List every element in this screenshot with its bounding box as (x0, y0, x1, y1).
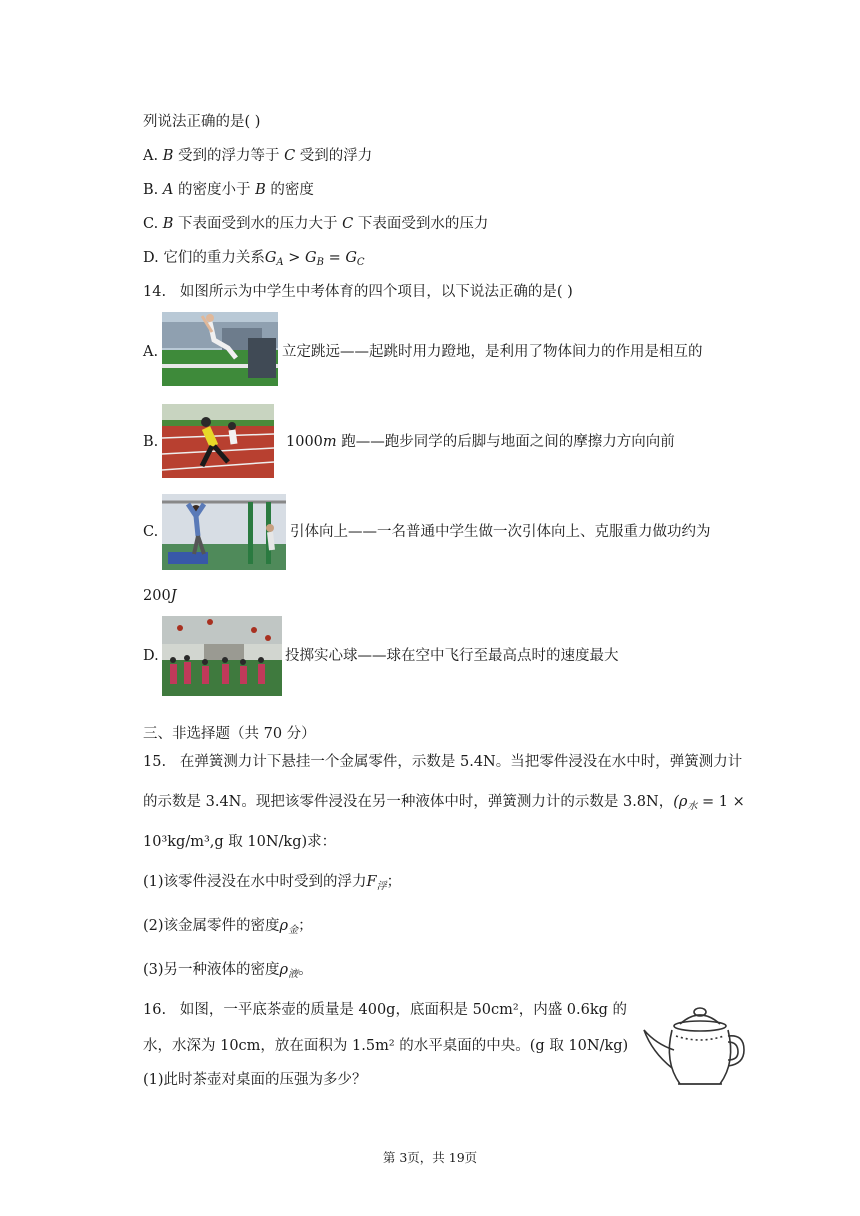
q15-sub-question-2: (2)该金属零件的密度$\rho_金$； (143, 918, 313, 936)
page-footer: 第 3页，共 19页 (382, 1150, 478, 1165)
q14-option-c-text: 引体向上——一名普通中学生做一次引体向上、克服重力做功约为 (290, 524, 711, 540)
section-3-title: 三、非选择题（共 70 分） (143, 726, 316, 742)
q15-sub-question-1: (1)该零件浸没在水中时受到的浮力$F_浮$； (143, 874, 402, 892)
q14-option-c-text-cont: 200J (143, 588, 177, 604)
weight-relation-formula: $G_A > G_B = G_C$ (264, 250, 365, 268)
pull-up-photo (162, 494, 286, 570)
q13-option-c: C. B 下表面受到水的压力大于 C 下表面受到水的压力 (143, 216, 489, 232)
standing-long-jump-photo (162, 312, 278, 386)
q14-option-c-letter: C. (143, 524, 159, 540)
q14-option-d-text: 投掷实心球——球在空中飞行至最高点时的速度最大 (285, 648, 619, 664)
q13-option-d: D. 它们的重力关系$G_A > G_B = G_C$ (143, 250, 365, 268)
q16-sub-question-1: (1)此时茶壶对桌面的压强为多少？ (143, 1072, 367, 1088)
q15-line-2: 的示数是 3.4N。现把该零件浸没在另一种液体中时，弹簧测力计的示数是 3.8N，($\rho_水 = 1$ × (143, 794, 745, 812)
q14-option-b-letter: B. (143, 434, 159, 450)
shot-throw-photo (162, 616, 282, 696)
q14-option-d-letter: D. (143, 648, 159, 664)
q14-option-a-letter: A. (143, 344, 159, 360)
q15-line-1: 15. 在弹簧测力计下悬挂一个金属零件，示数是 5.4N。当把零件浸没在水中时，弹簧测力计 (143, 754, 743, 770)
q16-line-1: 16. 如图，一平底茶壶的质量是 400g，底面积是 50cm²，内盛 0.6kg 的 (143, 1002, 628, 1018)
q16-line-2: 水，水深为 10cm，放在面积为 1.5m² 的水平桌面的中央。(g 取 10N/kg) (143, 1038, 629, 1054)
running-photo (162, 404, 274, 478)
q13-stem-tail: 列说法正确的是( ) (143, 114, 261, 130)
q15-line-3: 10³kg/m³,g 取 10N/kg)求： (143, 834, 337, 850)
q13-option-b: B. A 的密度小于 B 的密度 (143, 182, 314, 198)
q14-option-a-text: 立定跳远——起跳时用力蹬地，是利用了物体间力的作用是相互的 (282, 344, 703, 360)
q14-stem: 14. 如图所示为中学生中考体育的四个项目，以下说法正确的是( ) (143, 284, 573, 300)
teapot-drawing (640, 1002, 750, 1090)
q15-sub-question-3: (3)另一种液体的密度$\rho_液$。 (143, 962, 313, 980)
q14-option-b-text: 1000m 跑——跑步同学的后脚与地面之间的摩擦力方向向前 (286, 434, 675, 450)
q13-option-a: A. B 受到的浮力等于 C 受到的浮力 (143, 148, 373, 164)
